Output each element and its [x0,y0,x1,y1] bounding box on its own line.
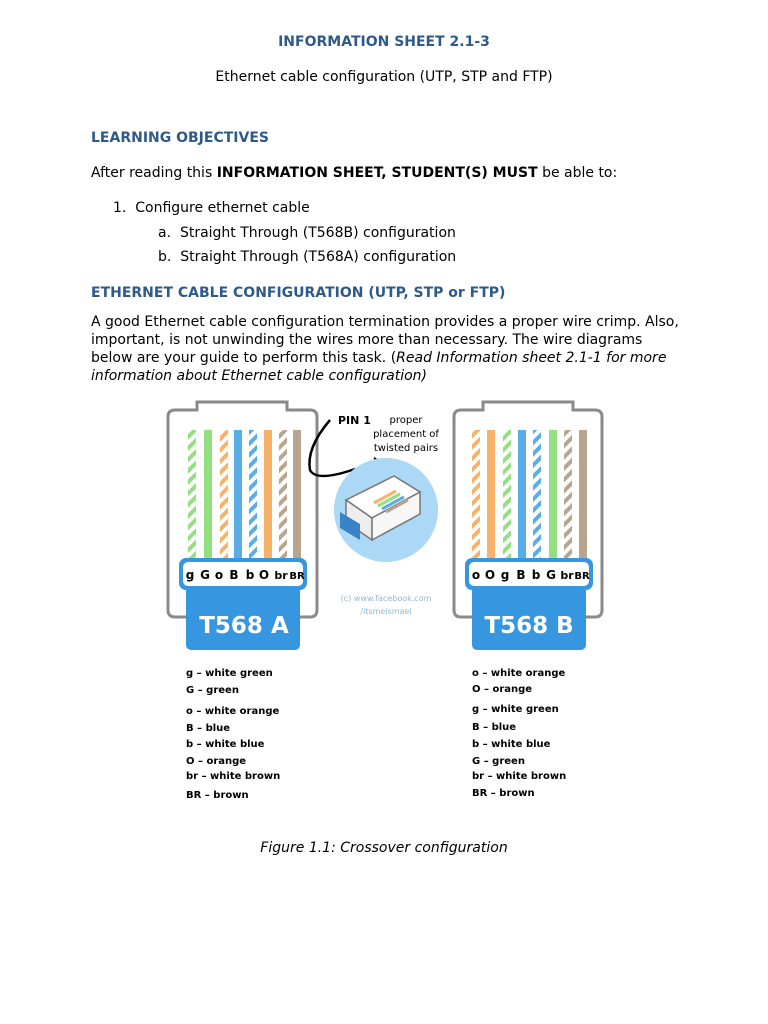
pin-code-b-6: G [546,568,556,582]
list-item-text: Straight Through (T568B) configuration [179,225,456,241]
pin-code-a-6: O [258,568,270,582]
pin-code-b-2: O [484,568,496,582]
intro-text-after: be able to: [537,165,618,181]
list-item-text: Configure ethernet cable [135,200,310,216]
pin-code-b-4: B [516,568,526,582]
legend-a-item: G – green [186,685,239,696]
legend-b-item: br – white brown [472,771,567,782]
connector-a-name: T568 A [199,613,289,639]
pin-code-a-2: G [200,568,210,582]
legend-b-item: b – white blue [472,739,551,750]
objective-item-1 [113,200,310,216]
legend-t568a [186,668,280,801]
pin-code-a-5: b [245,568,255,582]
objectives-intro [91,165,617,181]
wire-a-8 [293,430,301,560]
legend-a-item: BR – brown [186,790,249,801]
paragraph-text: A good Ethernet cable configuration termination provides a proper wire crimp. Also, important, is not unwinding the wires more than necessary. The wire diagrams below are your guide to perform this task. ( [91,314,679,366]
list-number: 1. [113,200,127,216]
wire-b-5 [533,430,541,560]
intro-text-before: After reading this [91,165,217,181]
pin-code-a-8: BR [289,571,305,582]
pin1-illustration [309,414,439,616]
pin-code-a-7: br [274,569,288,582]
legend-t568b [472,668,566,799]
wire-a-3 [220,430,228,560]
pin-code-b-3: g [500,568,510,582]
wire-b-3 [503,430,511,560]
pin-code-a-3: o [214,568,224,582]
legend-a-item: br – white brown [186,771,281,782]
legend-b-item: BR – brown [472,788,535,799]
legend-a-item: B – blue [186,723,231,734]
ethernet-config-paragraph [91,313,681,385]
wire-b-8 [579,430,587,560]
legend-a-item: O – orange [186,756,247,767]
proper-placement-line-2: placement of [373,429,439,440]
legend-b-item: O – orange [472,684,533,695]
connector-t568b [454,402,602,650]
wire-a-4 [234,430,242,560]
wire-b-7 [564,430,572,560]
legend-a-item: o – white orange [186,706,280,717]
ethernet-config-heading: ETHERNET CABLE CONFIGURATION (UTP, STP or FTP) [91,285,506,301]
connector-b-name: T568 B [484,613,574,639]
credit-line-1: (c) www.facebook.com [340,594,432,603]
wire-b-6 [549,430,557,560]
legend-a-item: g – white green [186,668,273,679]
figure-caption: Figure 1.1: Crossover configuration [260,840,508,856]
pin1-label: PIN 1 [338,414,371,427]
proper-placement-line-1: proper [389,415,423,426]
crossover-wiring-figure [0,395,768,815]
paragraph-italic-text: Read Information sheet 2.1-1 for more information about Ethernet cable configuration) [91,350,667,384]
list-letter: a. [158,225,172,241]
document-subtitle: Ethernet cable configuration (UTP, STP and FTP) [215,69,553,85]
pin-code-b-5: b [531,568,541,582]
pin-code-b-8: BR [574,571,590,582]
learning-objectives-heading: LEARNING OBJECTIVES [91,130,269,146]
legend-b-item: B – blue [472,722,517,733]
wire-a-5 [249,430,257,560]
wire-b-1 [472,430,480,560]
objective-sub-item-a [158,225,456,241]
legend-b-item: o – white orange [472,668,566,679]
wire-a-7 [279,430,287,560]
wire-b-2 [487,430,495,560]
pin-code-b-1: o [471,568,481,582]
proper-placement-line-3: twisted pairs [373,443,439,454]
legend-a-item: b – white blue [186,739,265,750]
credit-line-2: /itsmeismael [360,607,412,616]
objective-sub-item-b [158,249,456,265]
connector-t568a [168,402,317,650]
legend-b-item: g – white green [472,704,559,715]
wire-b-4 [518,430,526,560]
wire-a-2 [204,430,212,560]
pin-code-a-4: B [229,568,239,582]
wire-a-6 [264,430,272,560]
list-item-text: Straight Through (T568A) configuration [180,249,457,265]
pin-code-b-7: br [560,569,574,582]
document-title: INFORMATION SHEET 2.1-3 [278,34,490,50]
list-letter: b. [158,249,172,265]
intro-text-bold: INFORMATION SHEET, STUDENT(S) MUST [216,165,538,181]
wire-a-1 [188,430,196,560]
legend-b-item: G – green [472,756,525,767]
pin-code-a-1: g [185,568,195,582]
